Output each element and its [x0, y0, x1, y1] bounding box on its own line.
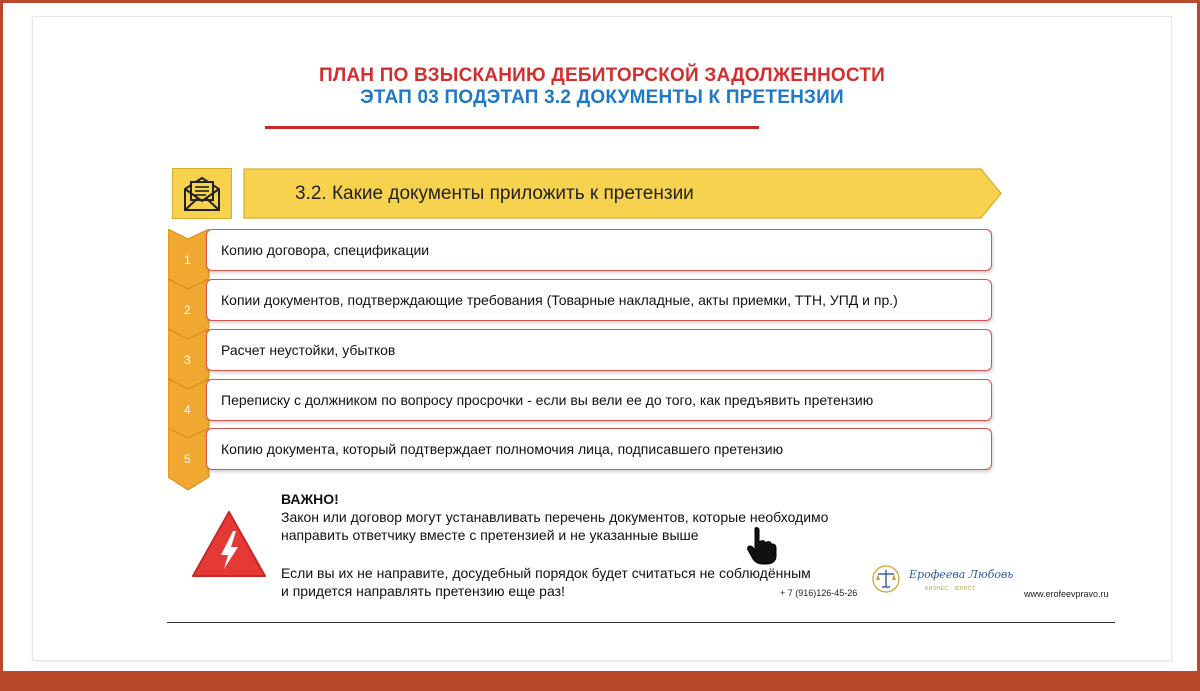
- step-number: 4: [184, 403, 191, 417]
- important-note: [281, 490, 901, 600]
- item-text: Переписку с должником по вопросу просрочки - если вы вели ее до того, как предъявить претензию: [221, 392, 874, 408]
- list-item: [168, 379, 994, 429]
- title-underline: [265, 126, 759, 129]
- footer-divider: [167, 622, 1115, 623]
- page-title: ПЛАН ПО ВЗЫСКАНИЮ ДЕБИТОРСКОЙ ЗАДОЛЖЕННОСТИ: [318, 65, 886, 86]
- item-box: [206, 329, 992, 371]
- item-box: [206, 229, 992, 271]
- section-banner: [243, 168, 1003, 219]
- scales-icon: [871, 565, 901, 593]
- page-frame: [3, 3, 1197, 671]
- item-text: Копию договора, спецификации: [221, 242, 430, 258]
- important-line: и придется направлять претензию еще раз!: [281, 583, 565, 599]
- phone-number: + 7 (916)126-45-26: [780, 588, 858, 598]
- slide: [33, 17, 1171, 660]
- important-heading: ВАЖНО!: [281, 491, 339, 507]
- item-text: Расчет неустойки, убытков: [221, 342, 396, 358]
- company-logo: [871, 565, 1021, 595]
- step-number: 5: [184, 452, 191, 466]
- list-item: [168, 329, 994, 379]
- item-box: [206, 379, 992, 421]
- important-line: Закон или договор могут устанавливать перечень документов, которые необходимо: [281, 509, 829, 525]
- item-box: [206, 279, 992, 321]
- step-number: 3: [184, 353, 191, 367]
- warning-icon: [191, 509, 267, 579]
- website-link[interactable]: www.erofeevpravo.ru: [1024, 589, 1109, 599]
- list-item: [168, 279, 994, 329]
- spacer: [281, 544, 901, 564]
- step-number: 2: [184, 303, 191, 317]
- item-text: Копию документа, который подтверждает полномочия лица, подписавшего претензию: [221, 441, 784, 457]
- logo-name: Ерофеева Любовь: [909, 568, 1014, 581]
- envelope-icon: [182, 174, 222, 212]
- step-number: 1: [184, 253, 191, 267]
- list-item: [168, 428, 994, 478]
- logo-subtitle: БИЗНЕС · ЮРИСТ: [925, 586, 976, 592]
- list-item: [168, 229, 994, 279]
- item-text: Копии документов, подтверждающие требования (Товарные накладные, акты приемки, ТТН, УПД и пр.): [221, 292, 898, 308]
- important-line: Если вы их не направите, досудебный порядок будет считаться не соблюдённым: [281, 565, 811, 581]
- pointing-hand-icon: [746, 526, 778, 566]
- envelope-icon-box: [172, 168, 232, 219]
- banner-title: 3.2. Какие документы приложить к претензии: [295, 183, 694, 204]
- page-subtitle: ЭТАП 03 ПОДЭТАП 3.2 ДОКУМЕНТЫ К ПРЕТЕНЗИИ: [360, 87, 844, 108]
- item-box: [206, 428, 992, 470]
- important-line: направить ответчику вместе с претензией и не указанные выше: [281, 527, 699, 543]
